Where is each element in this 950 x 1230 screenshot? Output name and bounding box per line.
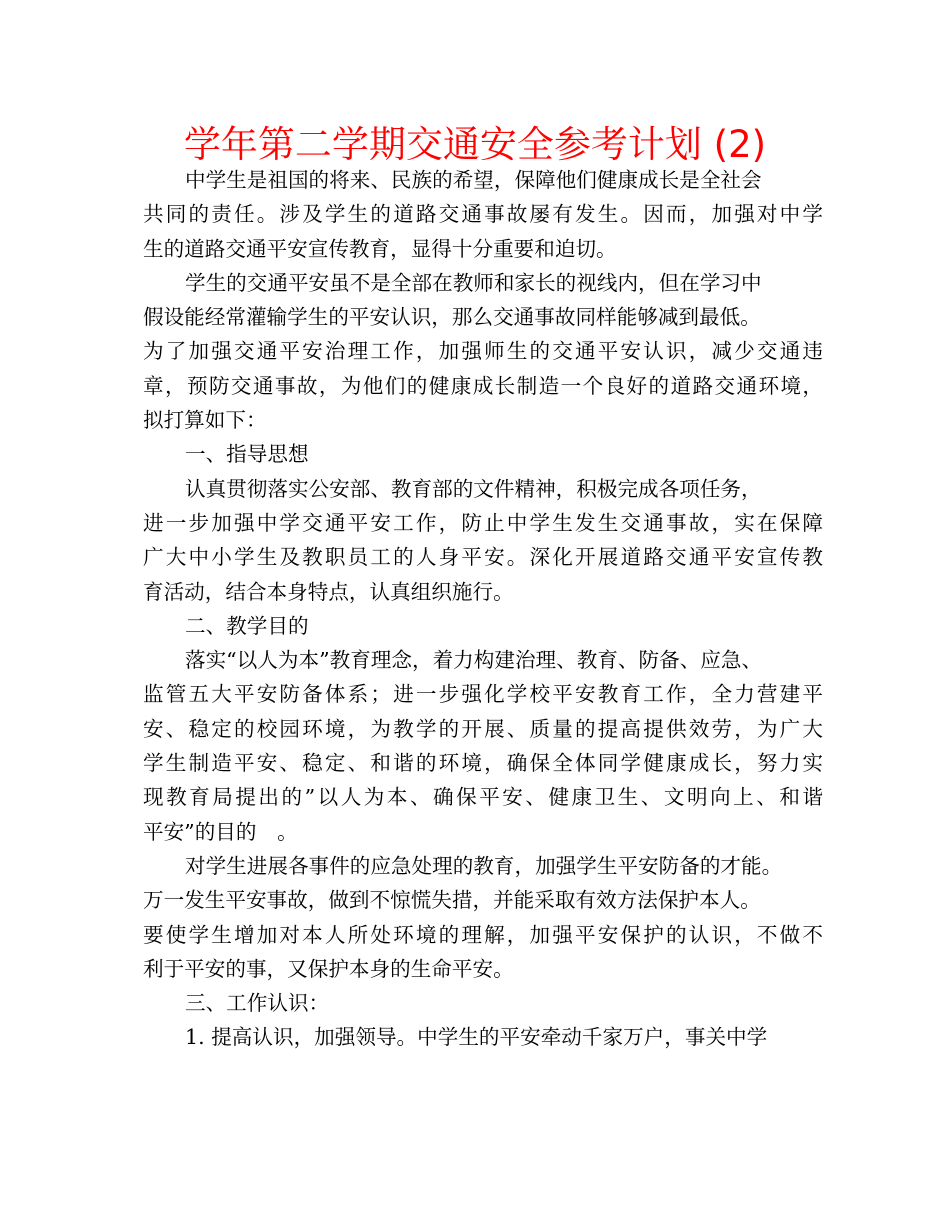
text-line: 1. 提高认识，加强领导。中学生的平安牵动千家万户，事关中学 — [185, 1025, 768, 1050]
text-line: 假设能经常灌输学生的平安认识，那么交通事故同样能够减到最低。 — [143, 305, 761, 330]
text-line: 生的道路交通平安宣传教育，显得十分重要和迫切。 — [143, 236, 617, 261]
text-line: 对学生进展各事件的应急处理的教育，加强学生平安防备的才能。 — [185, 853, 783, 878]
text-line: 中学生是祖国的将来、民族的希望，保障他们健康成长是全社会 — [185, 168, 762, 192]
text-line: 监管五大平安防备体系；进一步强化学校平安教育工作，全力营建平 — [143, 682, 823, 707]
text-line: 育活动，结合本身特点，认真组织施行。 — [143, 579, 514, 604]
text-line: 学生的交通平安虽不是全部在教师和家长的视线内，但在学习中 — [185, 270, 762, 295]
text-line: 平安”的目的 。 — [143, 819, 298, 844]
text-line: 广大中小学生及教职员工的人身平安。深化开展道路交通平安宣传教 — [143, 545, 823, 570]
text-line: 落实“以人为本”教育理念，着力构建治理、教育、防备、应急、 — [185, 648, 763, 673]
text-line: 万一发生平安事故，做到不惊慌失措，并能采取有效方法保护本人。 — [143, 888, 761, 913]
section-heading: 三、工作认识： — [185, 991, 330, 1016]
text-line: 进一步加强中学交通平安工作，防止中学生发生交通事故，实在保障 — [143, 510, 823, 535]
section-heading: 二、教学目的 — [185, 613, 309, 638]
text-line: 认真贯彻落实公安部、教育部的文件精神，积极完成各项任务， — [185, 476, 762, 501]
text-line: 利于平安的事，又保护本身的生命平安。 — [143, 956, 514, 981]
text-line: 拟打算如下： — [143, 408, 267, 433]
text-line: 共同的责任。涉及学生的道路交通事故屡有发生。因而，加强对中学 — [143, 202, 823, 227]
text-line: 现教育局提出的”以人为本、确保平安、健康卫生、文明向上、和谐 — [143, 785, 823, 810]
document-body — [143, 163, 823, 1055]
text-line: 安、稳定的校园环境，为教学的开展、质量的提高提供效劳，为广大 — [143, 716, 823, 741]
text-line: 为了加强交通平安治理工作，加强师生的交通平安认识，减少交通违 — [143, 339, 823, 364]
text-line: 学生制造平安、稳定、和谐的环境，确保全体同学健康成长，努力实 — [143, 751, 823, 776]
text-line: 章，预防交通事故，为他们的健康成长制造一个良好的道路交通环境， — [143, 373, 823, 398]
text-line: 要使学生增加对本人所处环境的理解，加强平安保护的认识，不做不 — [143, 922, 823, 947]
document-title: 学年第二学期交通安全参考计划 (2) — [183, 123, 767, 166]
section-heading: 一、指导思想 — [185, 442, 309, 467]
